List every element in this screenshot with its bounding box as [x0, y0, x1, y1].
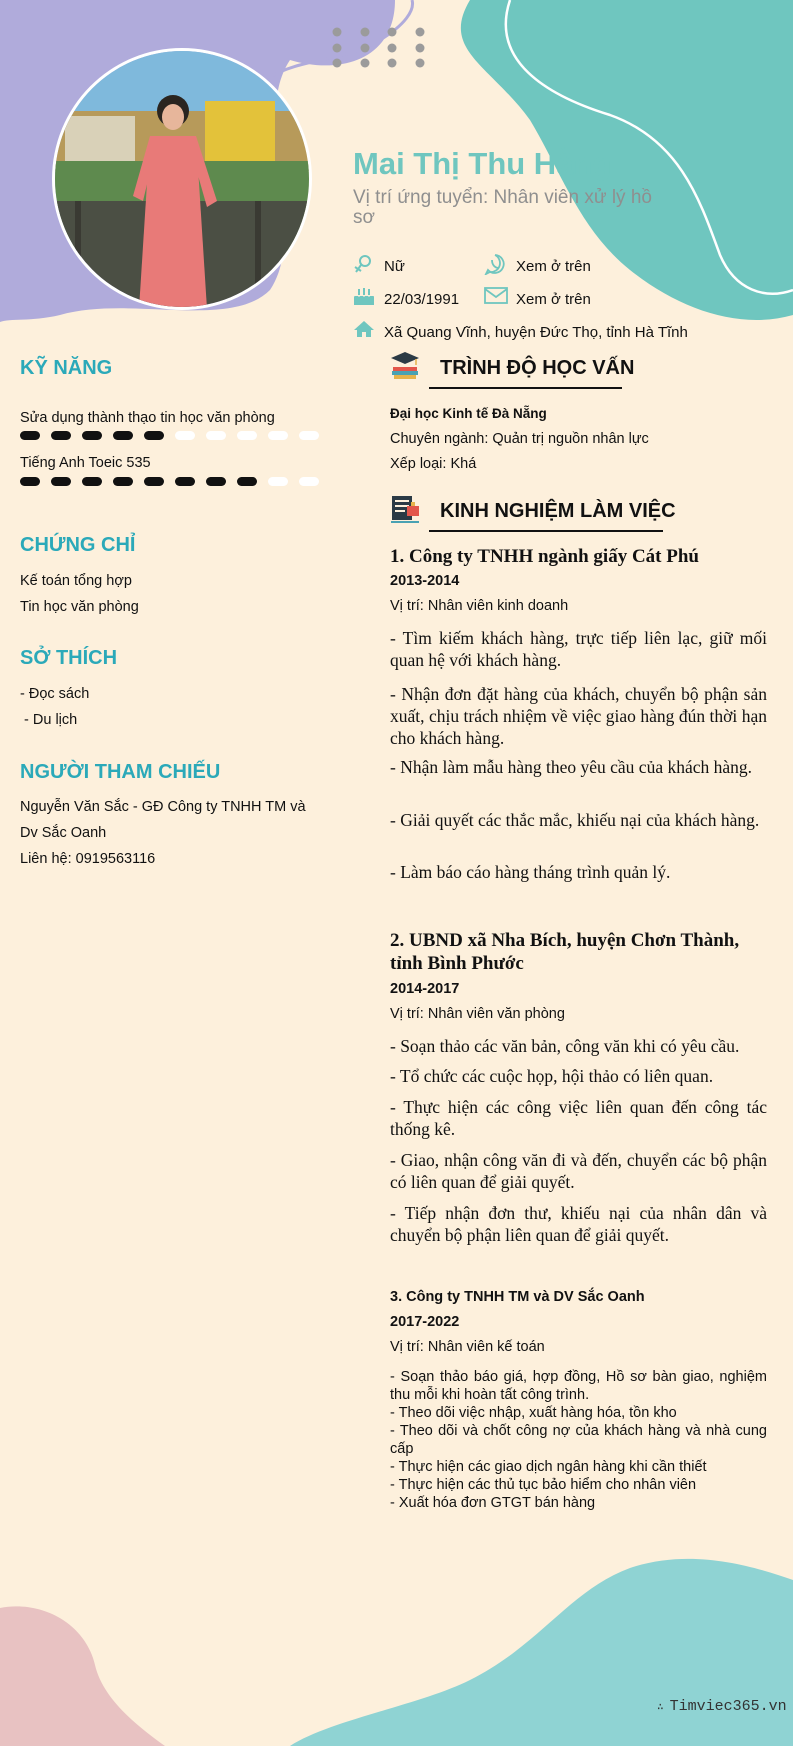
gender-icon: [353, 253, 373, 275]
skills-heading: KỸ NĂNG: [20, 357, 113, 379]
hobbies-heading: SỞ THÍCH: [20, 647, 118, 669]
footer-brand-text: Timviec365.vn: [669, 1698, 787, 1715]
experience-heading-underline: [429, 530, 663, 532]
skill-dot-filled: [51, 477, 71, 486]
candidate-name: Mai Thị Thu Hằng: [353, 146, 612, 181]
birthday-value: 22/03/1991: [384, 291, 460, 308]
job-role: Vị trí: Nhân viên văn phòng: [390, 1006, 565, 1022]
reference-line: Nguyễn Văn Sắc - GĐ Công ty TNHH TM và: [20, 799, 306, 815]
skill-dot-empty: [268, 477, 288, 486]
job-duty: - Tiếp nhận đơn thư, khiếu nại của nhân dân và chuyển bộ phận liên quan để giải quyết.: [390, 1203, 767, 1245]
job-role: Vị trí: Nhân viên kế toán: [390, 1339, 545, 1355]
job-duty: - Soạn thảo báo giá, hợp đồng, Hồ sơ bàn giao, nghiệm thu mỗi khi hoàn tất công trình.: [390, 1369, 767, 1403]
job-duty: - Giải quyết các thắc mắc, khiếu nại của khách hàng.: [390, 810, 760, 830]
job-role: Vị trí: Nhân viên kinh doanh: [390, 598, 569, 614]
skill-dot-filled: [20, 477, 40, 486]
job-duty: - Thực hiện các giao dịch ngân hàng khi cần thiết: [390, 1459, 707, 1475]
rank: Xếp loại: Khá: [390, 456, 477, 472]
job-years: 2013-2014: [390, 573, 460, 589]
footer-brand: [657, 1698, 787, 1715]
job-company: 1. Công ty TNHH ngành giấy Cát Phú: [390, 546, 699, 567]
certificate-item: Kế toán tổng hợp: [20, 573, 132, 589]
email-value: Xem ở trên: [516, 291, 591, 308]
certificates-heading: CHỨNG CHỈ: [20, 534, 136, 556]
job-duty: - Soạn thảo các văn bản, công văn khi có yêu cầu.: [390, 1036, 740, 1056]
hobby-item: - Đọc sách: [20, 686, 90, 702]
skill-dot-filled: [20, 431, 40, 440]
job-duty: - Làm báo cáo hàng tháng trình quản lý.: [390, 862, 671, 882]
certificate-item: Tin học văn phòng: [20, 599, 139, 615]
skill-dot-filled: [113, 477, 133, 486]
phone-value: Xem ở trên: [516, 258, 591, 275]
skill-dot-empty: [299, 477, 319, 486]
job-duty: - Giao, nhận công văn đi và đến, chuyển các bộ phận có liên quan để giải quyết.: [390, 1150, 767, 1192]
skill-dot-empty: [299, 431, 319, 440]
skill-dot-filled: [144, 431, 164, 440]
major: Chuyên ngành: Quản trị nguồn nhân lực: [390, 431, 649, 447]
job-duty: - Thực hiện các công việc liên quan đến công tác thống kê.: [390, 1097, 767, 1139]
education-heading-underline: [429, 387, 622, 389]
skill-dot-empty: [268, 431, 288, 440]
job-duty: - Nhận đơn đặt hàng của khách, chuyển bộ phận sản xuất, chịu trách nhiệm về việc giao hàng đún thời hạn cho khách hàng.: [390, 684, 767, 748]
job-duty: - Thực hiện các thủ tục bảo hiểm cho nhân viên: [390, 1477, 697, 1493]
phone-icon: [484, 253, 506, 275]
skill-label: Tiếng Anh Toeic 535: [20, 455, 151, 471]
skill-dot-filled: [206, 477, 226, 486]
job-years: 2017-2022: [390, 1314, 460, 1330]
brand-logo-icon: ∴: [657, 1702, 664, 1714]
job-duty: - Nhận làm mẫu hàng theo yêu cầu của khách hàng.: [390, 757, 753, 777]
work-tools-icon: [389, 492, 421, 524]
home-icon: [353, 320, 375, 338]
job-duty: - Theo dõi và chốt công nợ của khách hàng và nhà cung cấp: [390, 1423, 767, 1457]
references-heading: NGƯỜI THAM CHIẾU: [20, 761, 221, 783]
skill-dot-empty: [237, 431, 257, 440]
job-duty: - Tìm kiếm khách hàng, trực tiếp liên lạc, giữ mối quan hệ với khách hàng.: [390, 628, 767, 670]
gender-value: Nữ: [384, 258, 405, 275]
skill-label: Sửa dụng thành thạo tin học văn phòng: [20, 410, 275, 426]
skill-dot-filled: [51, 431, 71, 440]
skill-dot-empty: [175, 431, 195, 440]
reference-contact: Liên hệ: 0919563116: [20, 851, 156, 867]
skill-dot-filled: [175, 477, 195, 486]
applied-position: Vị trí ứng tuyển: Nhân viên xử lý hồ sơ: [353, 187, 652, 228]
job-company: 2. UBND xã Nha Bích, huyện Chơn Thành, tỉnh Bình Phước: [390, 930, 740, 974]
experience-heading: KINH NGHIỆM LÀM VIỆC: [440, 500, 676, 522]
job-duty: - Tổ chức các cuộc họp, hội thảo có liên quan.: [390, 1066, 714, 1086]
address-value: Xã Quang Vĩnh, huyện Đức Thọ, tỉnh Hà Tĩnh: [384, 324, 688, 341]
skill-dot-filled: [237, 477, 257, 486]
graduation-cap-icon: [389, 350, 421, 382]
education-heading: TRÌNH ĐỘ HỌC VẤN: [440, 357, 635, 379]
job-company: 3. Công ty TNHH TM và DV Sắc Oanh: [390, 1289, 645, 1305]
hobby-item: - Du lịch: [20, 712, 78, 728]
skill-dot-filled: [144, 477, 164, 486]
school-name: Đại học Kinh tế Đà Nẵng: [390, 406, 547, 421]
reference-line: Dv Sắc Oanh: [20, 825, 107, 841]
skill-dot-empty: [206, 431, 226, 440]
birthday-cake-icon: [353, 286, 375, 306]
avatar: [52, 48, 312, 310]
email-icon: [484, 287, 508, 305]
skill-dot-filled: [82, 477, 102, 486]
job-years: 2014-2017: [390, 981, 460, 997]
job-duty: - Xuất hóa đơn GTGT bán hàng: [390, 1495, 596, 1511]
skill-dot-filled: [113, 431, 133, 440]
skill-dot-filled: [82, 431, 102, 440]
job-duty: - Theo dõi việc nhập, xuất hàng hóa, tồn kho: [390, 1405, 677, 1421]
